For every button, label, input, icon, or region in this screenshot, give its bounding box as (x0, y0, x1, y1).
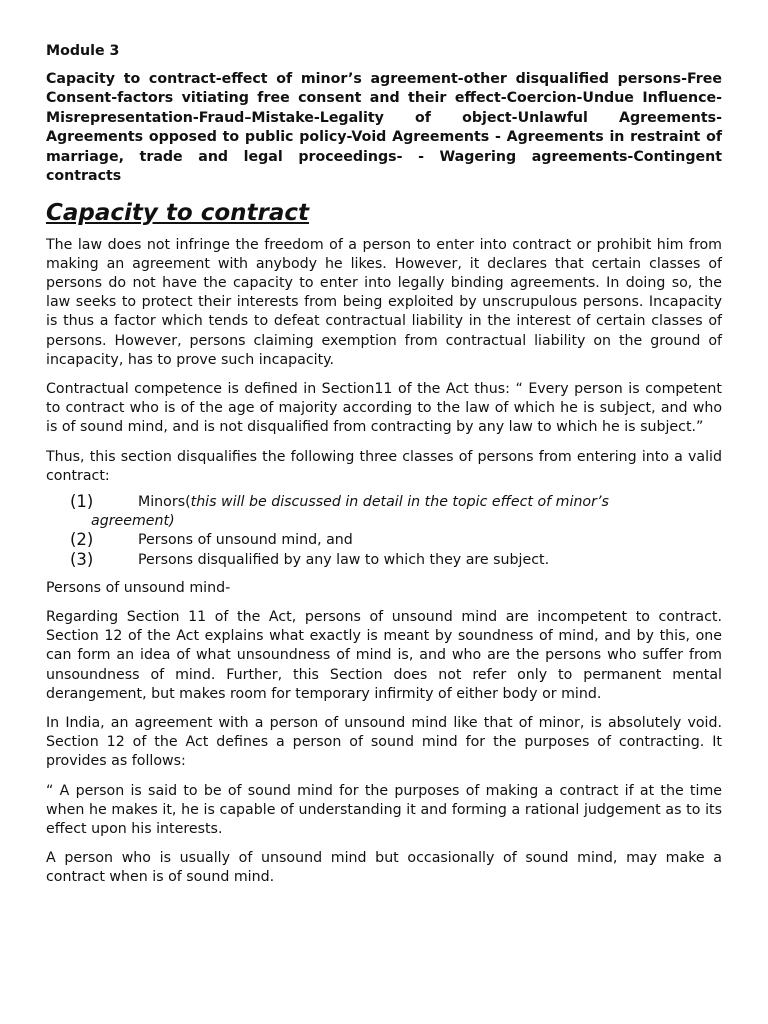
paragraph-intro: The law does not infringe the freedom of a person to enter into contract or prohibit him from making an agreement with anybody he likes. However, it declares that certain classes of persons do not have the capacity to enter into legally binding agreements. In doing so, the law seeks to protect their interests from being exploited by unscrupulous persons. Incapacity is thus a factor which tends to defeat contractual liability in the interest of certain classes of persons. However, persons claiming exemption from contractual liability on the ground of incapacity, has to prove such incapacity. (46, 236, 722, 368)
section-heading: Capacity to contract (46, 199, 309, 226)
list-item-label: Persons disqualified by any law to which they are subject. (138, 551, 550, 568)
list-item-note: this will be discussed in detail in the topic effect of minor’s (190, 493, 609, 510)
list-item (46, 551, 722, 570)
paragraph-occasional-sound-mind: A person who is usually of unsound mind but occasionally of sound mind, may make a contract when is of sound mind. (46, 850, 722, 886)
list-number: (3) (70, 549, 94, 569)
module-title: Module 3 (46, 43, 120, 59)
list-item (46, 531, 722, 550)
paragraph-sound-mind-quote: “ A person is said to be of sound mind for the purposes of making a contract if at the time when he makes it, he is capable of understanding it and forming a rational judgement as to its effect upon his interests. (46, 782, 722, 837)
subheading-unsound-mind: Persons of unsound mind- (46, 579, 231, 596)
document-page (46, 42, 722, 898)
paragraph-india: In India, an agreement with a person of unsound mind like that of minor, is absolutely void. Section 12 of the Act defines a person of sound mind for the purposes of contracting. It provides as follows: (46, 714, 722, 770)
disqualified-persons-list (46, 493, 722, 570)
list-item-note-continued: agreement) (91, 513, 175, 530)
list-item-label: Persons of unsound mind, and (138, 532, 353, 549)
list-number: (2) (70, 530, 94, 550)
list-item (46, 493, 722, 531)
module-topics: Capacity to contract-effect of minor’s agreement-other disqualified persons-Free Consent-factors vitiating free consent and their effect-Coercion-Undue Influence-Misrepresentation-Fraud–Mistake-Legality of object-Unlawful Agreements-Agreements opposed to public policy-Void Agreements - Agreements in restraint of marriage, trade and legal proceedings- - Wagering agreements-Contingent contracts (46, 70, 722, 184)
list-number: (1) (70, 491, 94, 511)
paragraph-section-12: Regarding Section 11 of the Act, persons of unsound mind are incompetent to contract. Section 12 of the Act explains what exactly is meant by soundness of mind, and by this, one can form an idea of what unsoundness of mind is, and who are the persons who suffer from unsoundness of mind. Further, this Section does not refer only to permanent mental derangement, but makes room for temporary infirmity of either body or mind. (46, 608, 722, 702)
list-item-label: Minors( (138, 493, 191, 510)
paragraph-section-11: Contractual competence is defined in Section11 of the Act thus: “ Every person is competent to contract who is of the age of majority according to the law of which he is subject, and who is of sound mind, and is not disqualified from contracting by any law to which he is subject.” (46, 380, 722, 436)
paragraph-disqualified-classes: Thus, this section disqualifies the following three classes of persons from entering into a valid contract: (46, 448, 722, 484)
